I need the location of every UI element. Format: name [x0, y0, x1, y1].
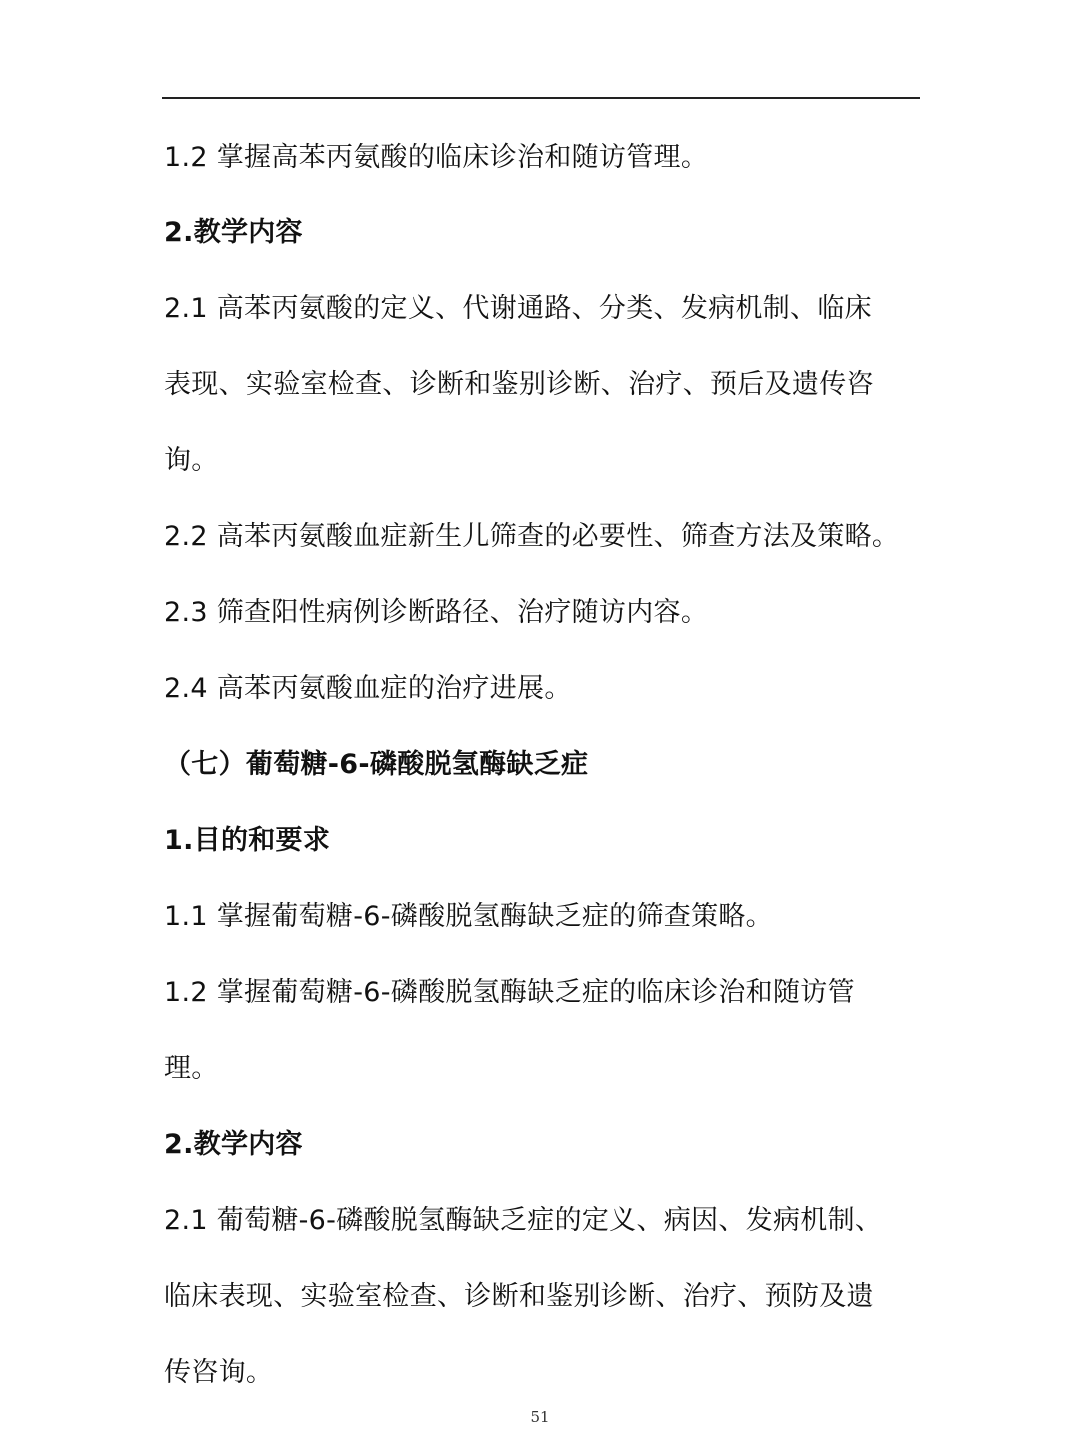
text-line-content-2-1-cont: 表现、实验室检查、诊断和鉴别诊断、治疗、预后及遗传咨: [164, 369, 874, 400]
section-heading-teaching-content: 2.教学内容: [164, 217, 303, 248]
text-line-content-2-1: 2.1 高苯丙氨酸的定义、代谢通路、分类、发病机制、临床: [164, 293, 872, 324]
text-line-objective-1-2-g6pd: 1.2 掌握葡萄糖-6-磷酸脱氢酶缺乏症的临床诊治和随访管: [164, 977, 855, 1008]
text-line-objective-1-1: 1.1 掌握葡萄糖-6-磷酸脱氢酶缺乏症的筛查策略。: [164, 901, 773, 932]
text-line-content-2-3: 2.3 筛查阳性病例诊断路径、治疗随访内容。: [164, 597, 709, 628]
text-line-content-2-1-end: 询。: [164, 445, 219, 476]
text-line-objective-1-2: 1.2 掌握高苯丙氨酸的临床诊治和随访管理。: [164, 142, 709, 173]
header-rule: [162, 97, 920, 99]
text-line-content-2-1-g6pd-end: 传咨询。: [164, 1357, 274, 1388]
text-line-content-2-2: 2.2 高苯丙氨酸血症新生儿筛查的必要性、筛查方法及策略。: [164, 521, 900, 552]
text-line-objective-1-2-end: 理。: [164, 1053, 219, 1084]
section-heading-objectives: 1.目的和要求: [164, 825, 331, 856]
text-line-content-2-4: 2.4 高苯丙氨酸血症的治疗进展。: [164, 673, 572, 704]
text-line-content-2-1-g6pd: 2.1 葡萄糖-6-磷酸脱氢酶缺乏症的定义、病因、发病机制、: [164, 1205, 883, 1236]
text-line-content-2-1-g6pd-cont: 临床表现、实验室检查、诊断和鉴别诊断、治疗、预防及遗: [164, 1281, 874, 1312]
chapter-heading-g6pd: （七）葡萄糖-6-磷酸脱氢酶缺乏症: [164, 749, 589, 780]
section-heading-teaching-content-g6pd: 2.教学内容: [164, 1129, 303, 1160]
page-number: 51: [530, 1408, 550, 1426]
